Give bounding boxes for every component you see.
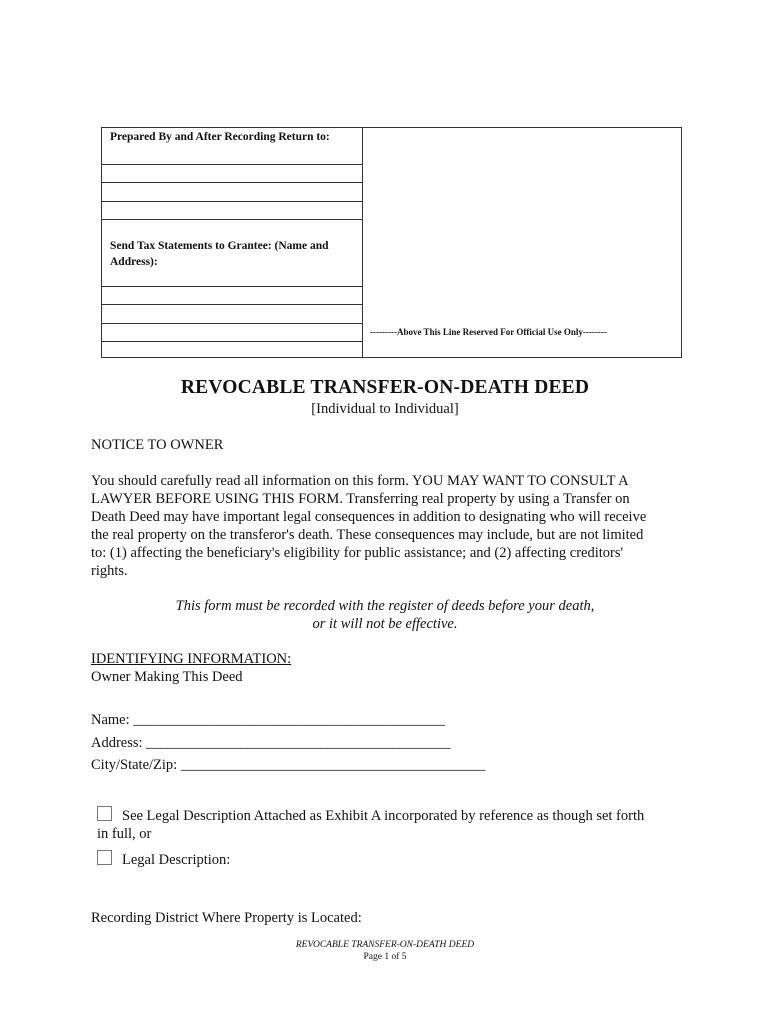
send-tax-label-line-1: Send Tax Statements to Grantee: (Name and xyxy=(110,240,329,252)
prepared-by-label: Prepared By and After Recording Return to: xyxy=(110,131,330,143)
legal-description-checkbox[interactable] xyxy=(97,850,112,865)
notice-line: Death Deed may have important legal consequences in addition to designating who will receive xyxy=(91,509,647,525)
document-title: REVOCABLE TRANSFER-ON-DEATH DEED xyxy=(180,377,590,398)
record-note-line-2: or it will not be effective. xyxy=(312,616,458,632)
tax-line-2[interactable] xyxy=(102,304,362,305)
notice-line: You should carefully read all information on this form. YOU MAY WANT TO CONSULT A xyxy=(91,473,629,489)
address-field[interactable]: Address: __________________________________________ xyxy=(91,735,451,751)
notice-line: the real property on the transferor's death. These consequences may include, but are not limited xyxy=(91,527,644,543)
recording-district-label: Recording District Where Property is Located: xyxy=(91,910,362,926)
notice-line: rights. xyxy=(91,563,128,579)
official-use-reserved-text: ---------Above This Line Reserved For Official Use Only-------- xyxy=(370,327,607,337)
notice-heading: NOTICE TO OWNER xyxy=(91,437,224,453)
owner-subheading: Owner Making This Deed xyxy=(91,669,243,685)
exhibit-a-option-line-2: in full, or xyxy=(97,826,152,842)
send-tax-label-line-2: Address): xyxy=(110,256,158,268)
footer-page-number: Page 1 of 5 xyxy=(363,952,407,962)
tax-line-4[interactable] xyxy=(102,341,362,342)
document-subtitle: [Individual to Individual] xyxy=(311,401,459,417)
tax-line-1[interactable] xyxy=(102,286,362,287)
return-to-line-1[interactable] xyxy=(102,164,362,165)
footer-title: REVOCABLE TRANSFER-ON-DEATH DEED xyxy=(295,940,475,950)
return-to-line-2[interactable] xyxy=(102,182,362,183)
recording-header-box xyxy=(101,127,682,358)
exhibit-a-checkbox[interactable] xyxy=(97,806,112,821)
notice-line: LAWYER BEFORE USING THIS FORM. Transferring real property by using a Transfer on xyxy=(91,491,630,507)
notice-line: to: (1) affecting the beneficiary's eligibility for public assistance; and (2) affecting creditors' xyxy=(91,545,624,561)
return-to-line-4[interactable] xyxy=(102,219,362,220)
name-field[interactable]: Name: ___________________________________________ xyxy=(91,712,446,728)
send-tax-label xyxy=(110,238,360,270)
identifying-info-heading: IDENTIFYING INFORMATION: xyxy=(91,651,292,667)
record-note-line-1: This form must be recorded with the register of deeds before your death, xyxy=(175,598,595,614)
city-state-zip-field[interactable]: City/State/Zip: __________________________________________ xyxy=(91,757,486,773)
legal-description-label: Legal Description: xyxy=(122,852,231,868)
tax-line-3[interactable] xyxy=(102,323,362,324)
notice-paragraph xyxy=(91,472,681,580)
return-to-column xyxy=(102,128,363,357)
return-to-line-3[interactable] xyxy=(102,201,362,202)
exhibit-a-option-line-1: See Legal Description Attached as Exhibit A incorporated by reference as though set forth xyxy=(122,808,645,824)
